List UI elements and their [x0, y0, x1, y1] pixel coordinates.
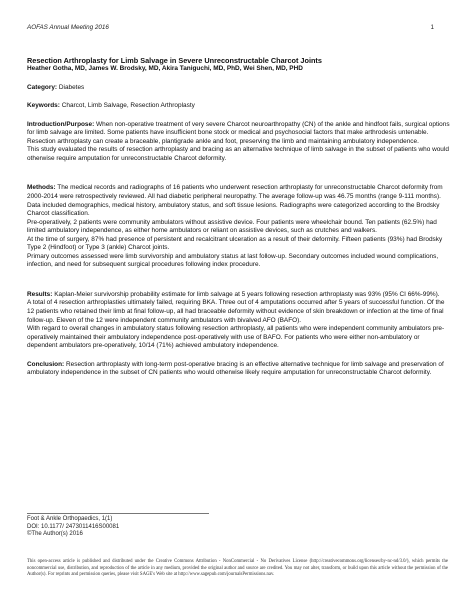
category-line [27, 84, 451, 93]
conclusion-text: Resection arthroplasty with long-term post-operative bracing is an effective alternative technique for limb salvage and preservation of ambulatory independence in the subset of CN patients who would otherwise likely require amputation for unreconstructable Charcot deformity. [27, 360, 444, 377]
results-paragraph-2: A total of 4 resection arthroplasties ultimately failed, requiring BKA. Three out of 4 amputations occurred after 5 years of successful function. Of the 12 patients who retained their limb at final follow-up, all had braceable deformity without evidence of skin breakdown or infection at the time of final follow-up. Eleven of the 12 were independent community ambulators with bivalved AFO (BAFO). [27, 299, 445, 324]
running-header: AOFAS Annual Meeting 2016 [27, 24, 109, 31]
author-list: Heather Gotha, MD, James W. Brodsky, MD, Akira Taniguchi, MD, PhD, Wei Shen, MD, PHD [27, 65, 303, 72]
category-label: Category: [27, 83, 58, 91]
doi: DOI: 10.1177/ 2473011416S00081 [27, 523, 120, 530]
introduction-paragraph [27, 121, 451, 147]
methods-paragraph-2: Data included demographics, medical history, ambulatory status, and soft tissue lesions. Radiographs were categorized according to the Brodsky Charcot classification. [27, 201, 440, 218]
article-title: Resection Arthroplasty for Limb Salvage in Severe Unreconstructable Charcot Joints [27, 56, 322, 65]
results-paragraph-3: With regard to overall changes in ambulatory status following resection arthroplasty, all patients who were independent community ambulators pre-operatively maintained their ambulatory independence post-operatively with use of BAFO. For patients who were either non-ambulatory or dependent ambulators pre-operatively, 10/14 (71%) achieved ambulatory independence. [27, 325, 445, 350]
conclusion-paragraph [27, 361, 451, 378]
keywords-line [27, 102, 451, 111]
introduction-paragraph-2: This study evaluated the results of resection arthroplasty and bracing as an alternative technique of limb salvage in the subset of patients who would otherwise require amputation for unreconstructable Charcot deformity. [27, 146, 449, 162]
introduction-label: Introduction/Purpose: [27, 120, 95, 128]
journal-info [27, 516, 119, 539]
results-label: Results: [27, 290, 53, 298]
methods-paragraph-4: At the time of surgery, 87% had presence of persistent and recalcitrant ulceration as a result of their deformity. Fifteen patients (93%) had Brodsky Type 2 (Hindfoot) or Type 3 (ankle) Charcot joints. [27, 235, 443, 252]
methods-label: Methods: [27, 184, 56, 192]
keywords-value: Charcot, Limb Salvage, Resection Arthroplasty [61, 102, 195, 110]
footer-divider [27, 513, 209, 514]
methods-text: The medical records and radiographs of 16 patients who underwent resection arthroplasty for unreconstructable Charcot deformity from 2000-2014 were retrospectively reviewed. All had diabetic peripheral neuropathy. The average follow-up was 46.75 months (range 9-111 months). [27, 184, 443, 200]
methods-paragraph-3: Pre-operatively, 2 patients were community ambulators without assistive device. Four patients were wheelchair bound. Ten patients (62.5%) had limited ambulatory independence, as either home ambulators or reliant on assistive devices, such as crutches and walkers. [27, 218, 437, 235]
methods-paragraph [27, 184, 451, 201]
results-paragraph [27, 291, 451, 300]
results-text: Kaplan-Meier survivorship probability estimate for limb salvage at 5 years following resection arthroplasty was 93% (95% CI 66%-99%). [54, 290, 440, 298]
methods-paragraph-5: Primary outcomes assessed were limb survivorship and ambulatory status at last follow-up. Secondary outcomes included wound complications, infection, and need for subsequent surgical procedures following index procedure. [27, 252, 439, 269]
page-number: 1 [430, 24, 434, 31]
license-notice: This open-access article is published and distributed under the Creative Commons Attribution - NonCommercial - No Derivatives License (http://creativecommons.org/licenses/by-nc-nd/3.0/), which permits the noncommercial use, distribution, and reproduction of the article in any medium, provided the original author and source are credited. You may not alter, transform, or build upon this article without the permission of the Author(s). For reprints and permission queries, please visit SAGE's Web site at http://www.sagepub.com/journalsPermissions.nav. [27, 559, 448, 578]
introduction-text: When non-operative treatment of very severe Charcot neuroarthropathy (CN) of the ankle and hindfoot fails, surgical options for limb salvage are limited. Some patients have insufficient bone stock or medical and psychosocial factors that make arthrodesis untenable. Resection arthroplasty can create a braceable, plantigrade ankle and foot, preserving the limb and maintaining ambulatory independence. [27, 120, 450, 145]
conclusion-label: Conclusion: [27, 360, 65, 368]
abstract-body [27, 56, 451, 378]
category-value: Diabetes [58, 83, 85, 91]
journal-name: Foot & Ankle Orthopaedics, 1(1) [27, 516, 113, 522]
copyright: ©The Author(s) 2016 [27, 531, 83, 538]
keywords-label: Keywords: [27, 102, 60, 110]
